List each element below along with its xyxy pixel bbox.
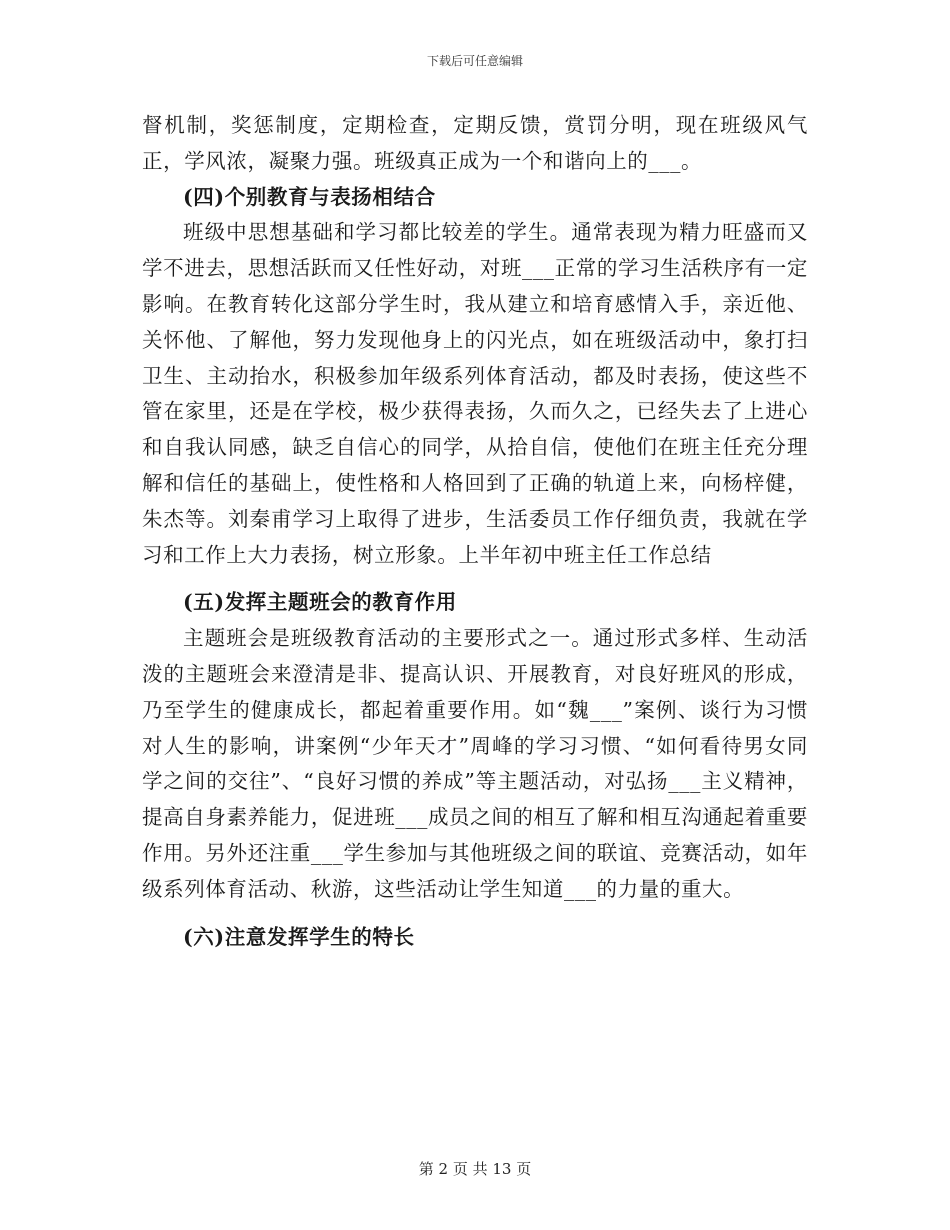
section-heading-5: (五)发挥主题班会的教育作用 bbox=[183, 590, 457, 615]
section-heading-4: (四)个别教育与表扬相结合 bbox=[183, 184, 436, 209]
section-heading-6: (六)注意发挥学生的特长 bbox=[183, 924, 415, 949]
paragraph-intro: 督机制，奖惩制度，定期检查，定期反馈，赏罚分明，现在班级风气正，学风浓，凝聚力强。班级真正成为一个和谐向上的___。 bbox=[142, 113, 808, 173]
page-header: 下载后可任意编辑 bbox=[426, 54, 523, 68]
paragraph-section-5: 主题班会是班级教育活动的主要形式之一。通过形式多样、生动活泼的主题班会来澄清是非、提高认识、开展教育，对良好班风的形成，乃至学生的健康成长，都起着重要作用。如“魏___”案例、谈行为习惯对人生的影响，讲案例“少年天才”周峰的学习习惯、“如何看待男女同学之间的交往”、“良好习惯的养成”等主题活动，对弘扬___主义精神，提高自身素养能力，促进班___成员之间的相互了解和相互沟通起着重要作用。另外还注重___学生参加与其他班级之间的联谊、竞赛活动，如年级系列体育活动、秋游，这些活动让学生知道___的力量的重大。 bbox=[142, 626, 808, 901]
page-footer: 第 2 页 共 13 页 bbox=[418, 1160, 532, 1178]
paragraph-section-4: 班级中思想基础和学习都比较差的学生。通常表现为精力旺盛而又学不进去，思想活跃而又任性好动，对班___正常的学习生活秩序有一定影响。在教育转化这部分学生时，我从建立和培育感情入手，亲近他、关怀他、了解他，努力发现他身上的闪光点，如在班级活动中，象打扫卫生、主动抬水，积极参加年级系列体育活动，都及时表扬，使这些不管在家里，还是在学校，极少获得表扬，久而久之，已经失去了上进心和自我认同感，缺乏自信心的同学，从拾自信，使他们在班主任充分理解和信任的基础上，使性格和人格回到了正确的轨道上来，向杨梓健，朱杰等。刘秦甫学习上取得了进步，生活委员工作仔细负责，我就在学习和工作上大力表扬，树立形象。上半年初中班主任工作总结 bbox=[142, 220, 808, 567]
document-body bbox=[142, 108, 808, 955]
